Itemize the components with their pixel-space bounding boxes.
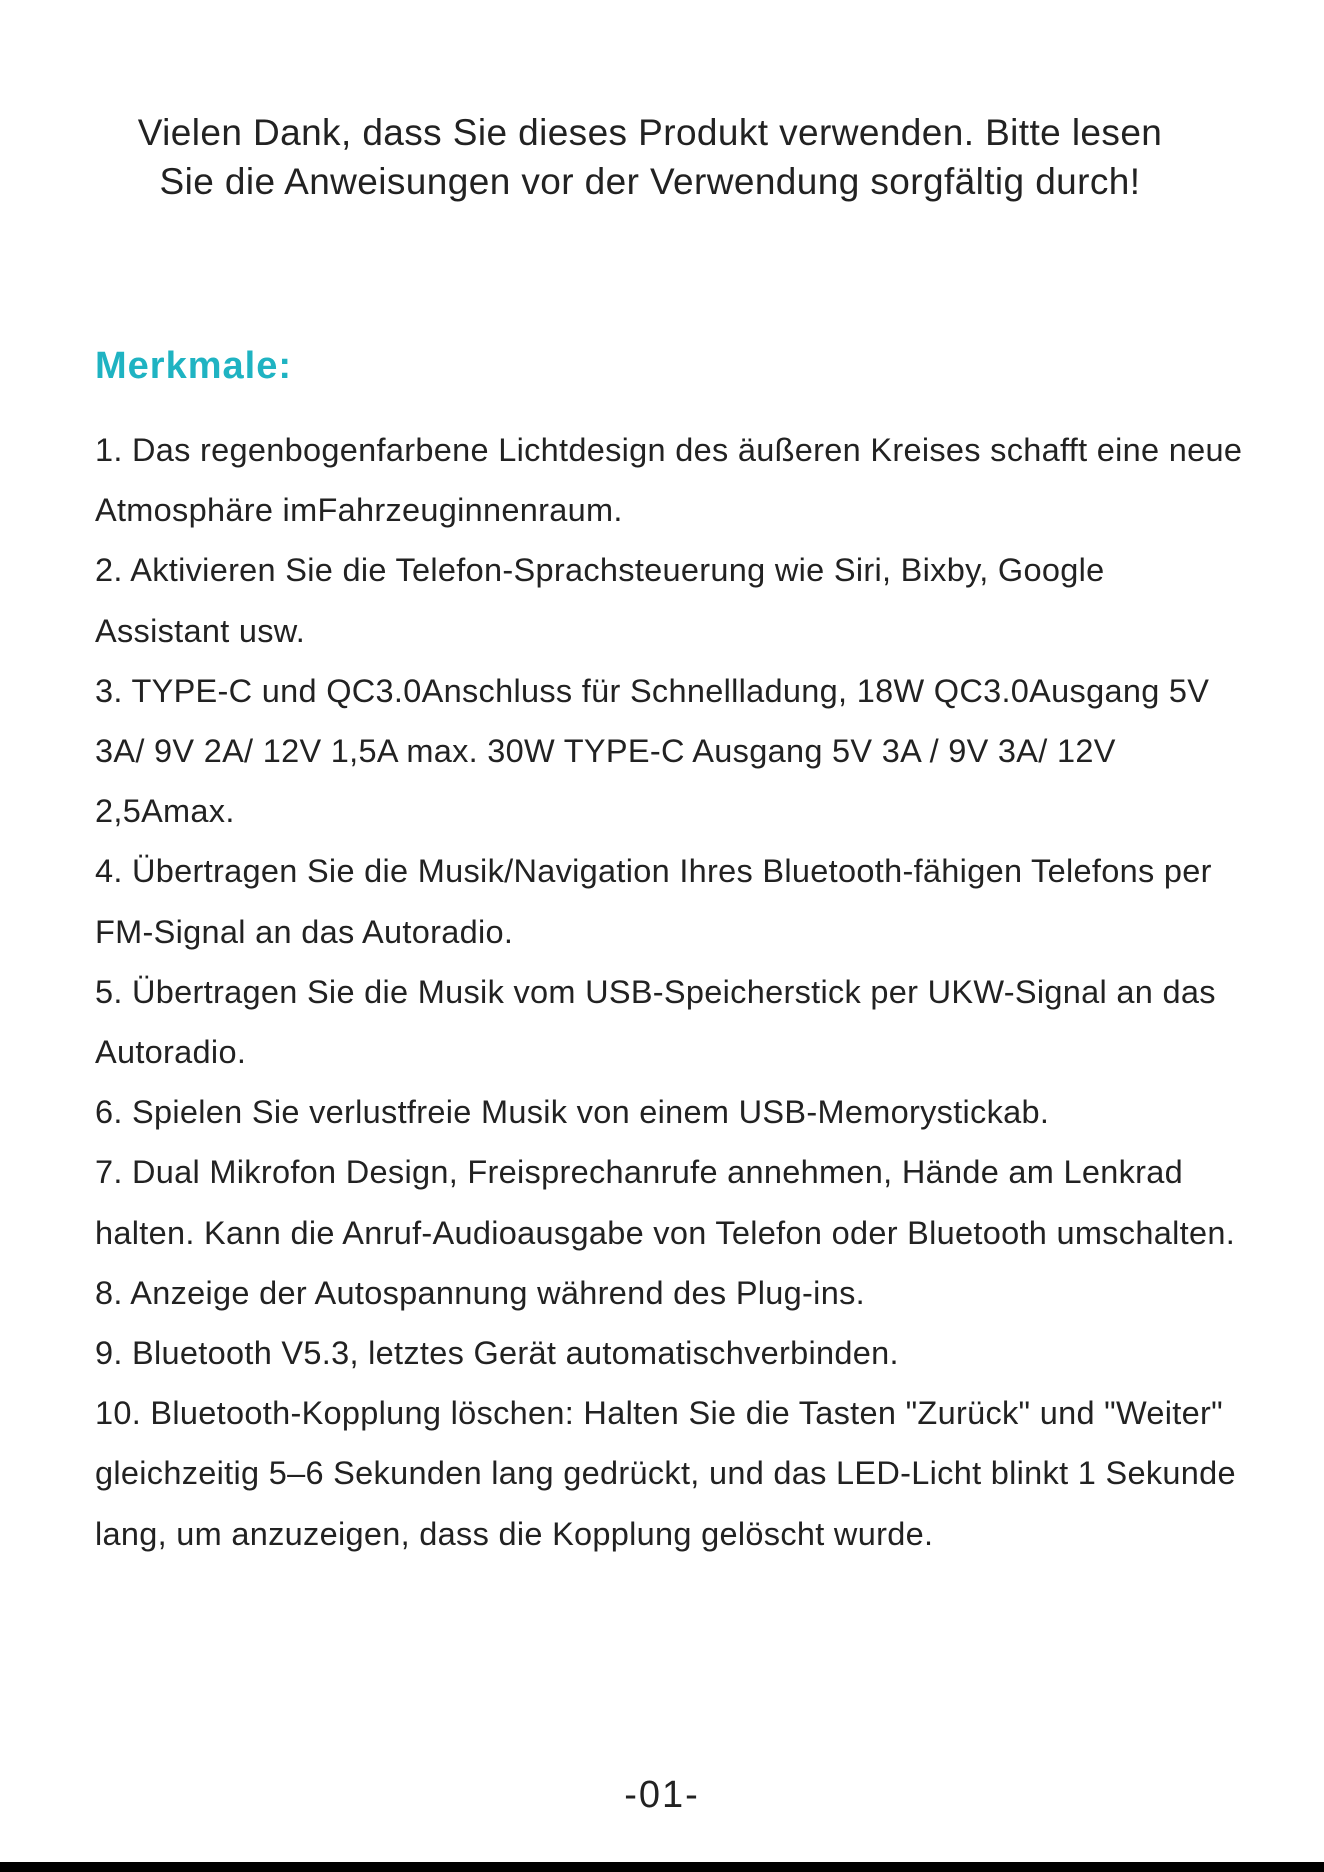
section-heading: Merkmale: — [95, 345, 292, 387]
feature-item: 10. Bluetooth-Kopplung löschen: Halten Sie die Tasten "Zurück" und "Weiter" gleichzeitig 5–6 Sekunden lang gedrückt, und das LED-Licht blinkt 1 Sekunde lang, um anzuzeigen, dass die Kopplung gelöscht wurde. — [95, 1395, 1236, 1552]
feature-list — [95, 420, 1245, 1564]
feature-item: 3. TYPE-C und QC3.0Anschluss für Schnellladung, 18W QC3.0Ausgang 5V 3A/ 9V 2A/ 12V 1,5A max. 30W TYPE-C Ausgang 5V 3A / 9V 3A/ 12V 2,5Amax. — [95, 672, 1210, 830]
feature-item: 4. Übertragen Sie die Musik/Navigation Ihres Bluetooth-fähigen Telefons per FM-Signal an das Autoradio. — [95, 853, 1212, 950]
intro-line-2: Sie die Anweisungen vor der Verwendung sorgfältig durch! — [159, 161, 1141, 202]
feature-item: 1. Das regenbogenfarbene Lichtdesign des äußeren Kreises schafft eine neue Atmosphäre imFahrzeuginnenraum. — [95, 432, 1243, 529]
feature-item: 2. Aktivieren Sie die Telefon-Sprachsteuerung wie Siri, Bixby, Google Assistant usw. — [95, 552, 1105, 649]
feature-item: 6. Spielen Sie verlustfreie Musik von einem USB-Memorystickab. — [95, 1094, 1050, 1131]
bottom-rule — [0, 1862, 1324, 1872]
page-number: -01- — [624, 1774, 700, 1816]
feature-item: 8. Anzeige der Autospannung während des Plug-ins. — [95, 1274, 865, 1311]
intro-line-1: Vielen Dank, dass Sie dieses Produkt verwenden. Bitte lesen — [137, 112, 1163, 153]
intro-text — [60, 108, 1240, 206]
feature-item: 9. Bluetooth V5.3, letztes Gerät automatischverbinden. — [95, 1335, 899, 1372]
feature-item: 7. Dual Mikrofon Design, Freisprechanrufe annehmen, Hände am Lenkrad halten. Kann die Anruf-Audioausgabe von Telefon oder Bluetooth umschalten. — [95, 1154, 1236, 1251]
feature-item: 5. Übertragen Sie die Musik vom USB-Speicherstick per UKW-Signal an das Autoradio. — [95, 973, 1216, 1071]
